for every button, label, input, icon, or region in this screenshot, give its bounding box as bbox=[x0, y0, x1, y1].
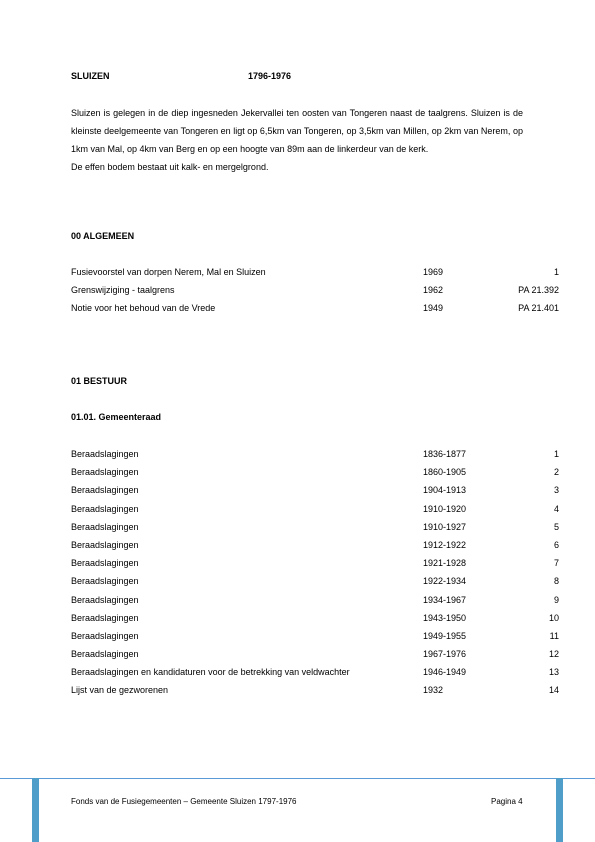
table-row bbox=[71, 557, 559, 575]
row-date: 1934-1967 bbox=[423, 594, 467, 605]
table-row bbox=[71, 594, 559, 612]
table-row bbox=[71, 612, 559, 630]
footer-accent-bar-right bbox=[556, 778, 563, 842]
table-row bbox=[71, 466, 559, 484]
row-description: Beraadslagingen bbox=[71, 612, 139, 623]
table-row bbox=[71, 284, 559, 302]
row-number: 8 bbox=[553, 576, 559, 587]
table-row bbox=[71, 575, 559, 593]
row-date: 1943-1950 bbox=[423, 612, 467, 623]
row-date: 1932 bbox=[423, 685, 444, 696]
row-number: 14 bbox=[548, 685, 559, 696]
intro-paragraph: Sluizen is gelegen in de diep ingesneden Jekervallei ten oosten van Tongeren naast de taalgrens. Sluizen is de kleinste deelgemeente van Tongeren en ligt op 6,5km van Tongeren, op 3,5km van Millen, op 2km van Nerem, op 1km van Mal, op 4km van Berg en op een hoogte van 89m aan de linkerdeur van de kerk. bbox=[71, 108, 523, 154]
row-description: Beraadslagingen bbox=[71, 467, 139, 478]
title-years: 1796-1976 bbox=[248, 71, 292, 81]
row-number: 7 bbox=[553, 558, 559, 569]
table-row bbox=[71, 666, 559, 684]
row-date: 1904-1913 bbox=[423, 485, 467, 496]
title-name: SLUIZEN bbox=[71, 71, 110, 81]
row-date: 1836-1877 bbox=[423, 449, 467, 459]
row-description: Fusievoorstel van dorpen Nerem, Mal en Sluizen bbox=[71, 267, 266, 277]
row-date: 1969 bbox=[423, 267, 444, 277]
row-description: Beraadslagingen bbox=[71, 576, 139, 587]
section-heading-bestuur: 01 BESTUUR bbox=[71, 376, 128, 386]
table-row bbox=[71, 684, 559, 702]
footer-fonds-title: Fonds van de Fusiegemeenten – Gemeente Sluizen 1797-1976 bbox=[71, 797, 297, 806]
row-description: Beraadslagingen en kandidaturen voor de betrekking van veldwachter bbox=[71, 667, 350, 678]
page-title bbox=[71, 71, 292, 81]
section-heading-algemeen: 00 ALGEMEEN bbox=[71, 231, 135, 241]
table-row bbox=[71, 448, 559, 466]
row-description: Beraadslagingen bbox=[71, 521, 139, 532]
row-description: Grenswijziging - taalgrens bbox=[71, 285, 175, 296]
row-date: 1946-1949 bbox=[423, 667, 467, 678]
row-date: 1921-1928 bbox=[423, 558, 467, 569]
table-row bbox=[71, 630, 559, 648]
table-row bbox=[71, 302, 559, 320]
row-number: PA 21.392 bbox=[518, 285, 559, 296]
row-description: Beraadslagingen bbox=[71, 558, 139, 569]
row-number: PA 21.401 bbox=[518, 303, 559, 314]
row-date: 1949-1955 bbox=[423, 630, 467, 641]
table-row bbox=[71, 266, 559, 284]
footer-accent-bar-left bbox=[32, 778, 39, 842]
row-description: Beraadslagingen bbox=[71, 485, 139, 496]
row-number: 10 bbox=[548, 612, 559, 623]
row-number: 13 bbox=[548, 667, 559, 678]
row-date: 1912-1922 bbox=[423, 539, 467, 550]
row-number: 6 bbox=[553, 539, 559, 550]
intro-text bbox=[71, 104, 523, 176]
row-number: 2 bbox=[553, 467, 559, 478]
row-date: 1967-1976 bbox=[423, 649, 467, 660]
row-description: Beraadslagingen bbox=[71, 449, 139, 459]
row-date: 1910-1920 bbox=[423, 503, 467, 514]
row-description: Notie voor het behoud van de Vrede bbox=[71, 303, 216, 314]
table-row bbox=[71, 521, 559, 539]
row-number: 12 bbox=[548, 649, 559, 660]
row-number: 1 bbox=[553, 267, 559, 277]
row-description: Beraadslagingen bbox=[71, 594, 139, 605]
subsection-heading-gemeenteraad: 01.01. Gemeenteraad bbox=[71, 412, 162, 422]
row-number: 11 bbox=[549, 630, 559, 641]
row-number: 3 bbox=[553, 485, 559, 496]
table-row bbox=[71, 484, 559, 502]
row-number: 5 bbox=[553, 521, 559, 532]
row-description: Beraadslagingen bbox=[71, 539, 139, 550]
intro-paragraph: De effen bodem bestaat uit kalk- en mergelgrond. bbox=[71, 162, 269, 172]
row-date: 1860-1905 bbox=[423, 467, 467, 478]
table-algemeen bbox=[71, 266, 559, 321]
row-number: 1 bbox=[553, 449, 559, 459]
table-row bbox=[71, 503, 559, 521]
row-number: 9 bbox=[553, 594, 559, 605]
row-description: Lijst van de gezworenen bbox=[71, 685, 169, 696]
footer-page-number: Pagina 4 bbox=[491, 797, 523, 806]
table-row bbox=[71, 539, 559, 557]
row-date: 1962 bbox=[423, 285, 444, 296]
footer-divider bbox=[0, 778, 595, 779]
row-description: Beraadslagingen bbox=[71, 630, 139, 641]
row-number: 4 bbox=[553, 503, 559, 514]
table-row bbox=[71, 648, 559, 666]
row-description: Beraadslagingen bbox=[71, 649, 139, 660]
row-description: Beraadslagingen bbox=[71, 503, 139, 514]
row-date: 1949 bbox=[423, 303, 444, 314]
row-date: 1910-1927 bbox=[423, 521, 467, 532]
table-gemeenteraad bbox=[71, 448, 559, 703]
row-date: 1922-1934 bbox=[423, 576, 467, 587]
